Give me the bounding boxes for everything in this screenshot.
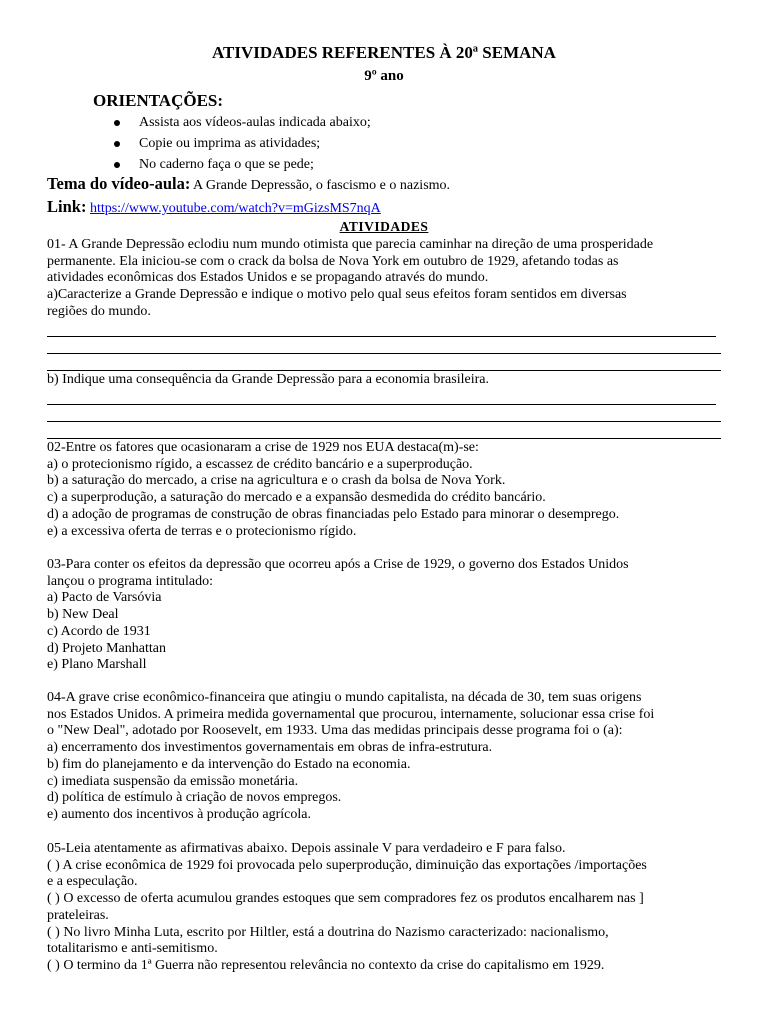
question-01-part-b (47, 372, 727, 389)
answer-line[interactable] (47, 404, 716, 405)
question-line: b) Indique uma consequência da Grande Depressão para a economia brasileira. (47, 372, 489, 387)
atividades-heading: ATIVIDADES (339, 219, 429, 234)
orientacao-item: Assista aos vídeos-aulas indicada abaixo; (110, 112, 371, 133)
question-03 (47, 557, 727, 674)
question-line: 05-Leia atentamente as afirmativas abaixo. Depois assinale V para verdadeiro e F para falso. (47, 841, 566, 856)
option-a: a) o protecionismo rígido, a escassez de crédito bancário e a superprodução. (47, 456, 473, 472)
option-d: d) política de estímulo à criação de novos empregos. (47, 790, 342, 806)
answer-line[interactable] (47, 353, 721, 354)
true-false-item: ( ) A crise econômica de 1929 foi provocada pelo superprodução, diminuição das exportações /importações (47, 857, 647, 873)
link-label: Link: (47, 197, 87, 216)
tema-line (47, 173, 450, 197)
answer-line[interactable] (47, 336, 716, 337)
true-false-item: ( ) No livro Minha Luta, escrito por Hiltler, está a doutrina do Nazismo caracterizado: nacionalismo, (47, 924, 609, 940)
option-d: d) a adoção de programas de construção de obras financiadas pelo Estado para minorar o desemprego. (47, 506, 620, 522)
question-line: prateleiras. (47, 907, 109, 923)
option-b: b) fim do planejamento e da intervenção do Estado na economia. (47, 756, 411, 772)
question-line: a)Caracterize a Grande Depressão e indique o motivo pelo qual seus efeitos foram sentidos em diversas (47, 287, 627, 303)
option-e: e) a excessiva oferta de terras e o protecionismo rígido. (47, 523, 357, 539)
orientacoes-list (110, 112, 371, 175)
question-line: atividades econômicas dos Estados Unidos e se propagando através do mundo. (47, 270, 489, 286)
option-a: a) encerramento dos investimentos governamentais em obras de infra-estrutura. (47, 740, 493, 756)
question-line: lançou o programa intitulado: (47, 573, 214, 589)
tema-label: Tema do vídeo-aula: (47, 174, 191, 193)
option-b: b) a saturação do mercado, a crise na agricultura e o crash da bolsa de Nova York. (47, 473, 506, 489)
true-false-item: ( ) O excesso de oferta acumulou grandes estoques que sem compradores fez os produtos encalharem nas ] (47, 891, 644, 907)
question-line: permanente. Ela iniciou-se com o crack da bolsa de Nova York em outubro de 1929, afetando todas as (47, 253, 619, 269)
question-line: regiões do mundo. (47, 303, 151, 319)
option-e: e) Plano Marshall (47, 657, 147, 673)
question-line: nos Estados Unidos. A primeira medida governamental que procurou, internamente, solucionar essa crise foi (47, 706, 655, 722)
option-b: b) New Deal (47, 607, 119, 623)
orientacoes-heading: ORIENTAÇÕES: (93, 91, 224, 110)
answer-line[interactable] (47, 421, 721, 422)
question-line: o "New Deal", adotado por Roosevelt, em 1933. Uma das medidas principais desse programa foi o (a): (47, 723, 623, 739)
option-c: c) a superprodução, a saturação do mercado e a expansão desmedida do crédito bancário. (47, 490, 546, 506)
question-line: 02-Entre os fatores que ocasionaram a crise de 1929 nos EUA destaca(m)-se: (47, 440, 479, 455)
question-02 (47, 440, 727, 540)
orientacao-item: No caderno faça o que se pede; (110, 154, 371, 175)
question-04 (47, 690, 727, 824)
option-c: c) Acordo de 1931 (47, 623, 151, 639)
true-false-item: ( ) O termino da 1ª Guerra não representou relevância no contexto da crise do capitalismo em 1929. (47, 957, 605, 973)
question-line: 04-A grave crise econômico-financeira que atingiu o mundo capitalista, na década de 30, tem suas origens (47, 690, 642, 705)
option-d: d) Projeto Manhattan (47, 640, 166, 656)
question-line: 03-Para conter os efeitos da depressão que ocorreu após a Crise de 1929, o governo dos Estados Unidos (47, 557, 629, 572)
question-05 (47, 841, 727, 975)
option-a: a) Pacto de Varsóvia (47, 590, 162, 606)
question-line: totalitarismo e anti-semitismo. (47, 941, 218, 957)
tema-value: A Grande Depressão, o fascismo e o nazismo. (190, 178, 451, 193)
page-title: ATIVIDADES REFERENTES À 20ª SEMANA (212, 43, 556, 62)
answer-line[interactable] (47, 370, 721, 371)
orientacao-item: Copie ou imprima as atividades; (110, 133, 371, 154)
question-01 (47, 237, 727, 321)
video-link[interactable]: https://www.youtube.com/watch?v=mGizsMS7nqA (89, 201, 381, 216)
question-line: e a especulação. (47, 874, 138, 890)
option-e: e) aumento dos incentivos à produção agrícola. (47, 806, 311, 822)
question-line: 01- A Grande Depressão eclodiu num mundo otimista que parecia caminhar na direção de uma prosperidade (47, 237, 654, 252)
option-c: c) imediata suspensão da emissão monetária. (47, 773, 299, 789)
answer-line[interactable] (47, 438, 721, 439)
grade-label: 9º ano (364, 68, 404, 84)
